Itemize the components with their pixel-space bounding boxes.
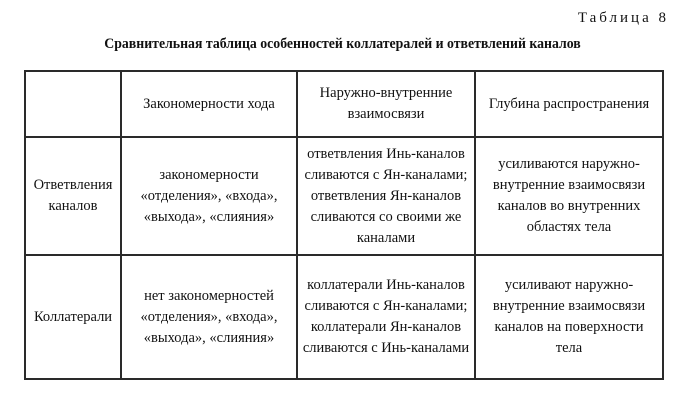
header-cell-course: Закономерности хода <box>121 71 297 137</box>
cell-course: нет закономерностей «отделения», «входа», «выхода», «слияния» <box>121 255 297 379</box>
comparison-table <box>24 70 664 380</box>
cell-relations: ответвления Инь-каналов сливаются с Ян-каналами; ответвления Ян-каналов сливаются со своими же каналами <box>297 137 475 255</box>
row-label-branches: Ответвления каналов <box>25 137 121 255</box>
header-cell-relations: Наружно-внутренние взаимосвязи <box>297 71 475 137</box>
header-cell-depth: Глубина распространения <box>475 71 663 137</box>
table-row <box>25 137 663 255</box>
cell-course: закономерности «отделения», «входа», «выхода», «слияния» <box>121 137 297 255</box>
header-row <box>25 71 663 137</box>
table-row <box>25 255 663 379</box>
header-cell-empty <box>25 71 121 137</box>
table-caption: Сравнительная таблица особенностей коллатералей и ответвлений каналов <box>104 36 581 52</box>
cell-relations: коллатерали Инь-каналов сливаются с Ян-каналами; коллатерали Ян-каналов сливаются с Инь-каналами <box>297 255 475 379</box>
table-number: Таблица 8 <box>577 10 669 26</box>
row-label-collaterals: Коллатерали <box>25 255 121 379</box>
cell-depth: усиливают наружно-внутренние взаимосвязи каналов на поверхности тела <box>475 255 663 379</box>
cell-depth: усиливаются наружно-внутренние взаимосвязи каналов во внутренних областях тела <box>475 137 663 255</box>
